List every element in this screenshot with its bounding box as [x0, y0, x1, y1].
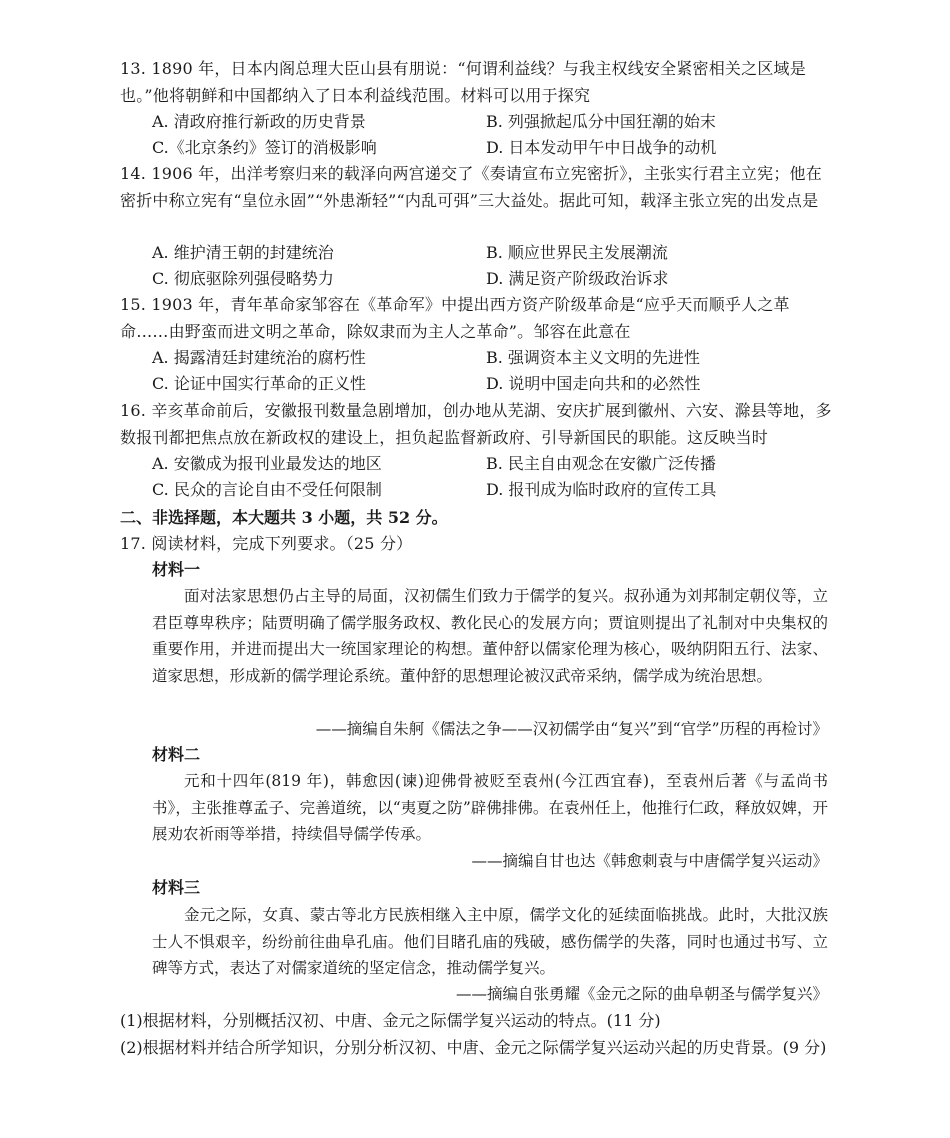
question-17-stem: 17. 阅读材料，完成下列要求。（25 分） [120, 534, 413, 553]
option-16-c: C. 民众的言论自由不受任何限制 [152, 480, 382, 499]
material-2-source: ——摘编自甘也达《韩愈刺袁与中唐儒学复兴运动》 [471, 852, 828, 870]
material-1-title: 材料一 [152, 560, 201, 579]
option-13-b: B. 列强掀起瓜分中国狂潮的始末 [486, 112, 716, 131]
option-14-a: A. 维护清王朝的封建统治 [152, 243, 334, 262]
option-14-c: C. 彻底驱除列强侵略势力 [152, 269, 334, 288]
material-1-source: ——摘编自朱舸《儒法之争——汉初儒学由“复兴”到“官学”历程的再检讨》 [315, 720, 828, 738]
option-16-b: B. 民主自由观念在安徽广泛传播 [486, 454, 716, 473]
option-16-d: D. 报刊成为临时政府的宣传工具 [486, 480, 717, 499]
option-15-d: D. 说明中国走向共和的必然性 [486, 374, 701, 393]
material-2-body: 元和十四年(819 年)，韩愈因(谏)迎佛骨被贬至袁州(今江西宜春)，至袁州后著《与孟尚书书》，主张推尊孟子、完善道统，以“夷夏之防”辟佛排佛。在袁州任上，他推行仁政，释放奴婢，开展劝农祈雨等举措，持续倡导儒学传承。 [152, 772, 828, 843]
material-3-source: ——摘编自张勇耀《金元之际的曲阜朝圣与儒学复兴》 [455, 985, 828, 1003]
section-2-heading: 二、非选择题，本大题共 3 小题，共 52 分。 [120, 508, 448, 527]
option-13-d: D. 日本发动甲午中日战争的动机 [486, 138, 717, 157]
sub-question-2: (2)根据材料并结合所学知识，分别分析汉初、中唐、金元之际儒学复兴运动兴起的历史背景。(9 分) [120, 1038, 827, 1057]
question-15-stem: 15. 1903 年，青年革命家邹容在《革命军》中提出西方资产阶级革命是“应乎天而顺乎人之革命……由野蛮而进文明之革命，除奴隶而为主人之革命”。邹容在此意在 [120, 295, 790, 341]
material-3-title: 材料三 [152, 878, 201, 897]
option-13-a: A. 清政府推行新政的历史背景 [152, 112, 366, 131]
question-16-stem: 16. 辛亥革命前后，安徽报刊数量急剧增加，创办地从芜湖、安庆扩展到徽州、六安、滁县等地，多数报刊都把焦点放在新政权的建设上，担负起监督新政府、引导新国民的职能。这反映当时 [120, 401, 832, 447]
question-14-stem: 14. 1906 年，出洋考察归来的载泽向两宫递交了《奏请宣布立宪密折》，主张实行君主立宪；他在密折中称立宪有“皇位永固”“外患渐轻”“内乱可弭”三大益处。据此可知，载泽主张立宪的出发点是 [120, 164, 822, 210]
option-13-c: C.《北京条约》签订的消极影响 [152, 138, 377, 157]
option-15-a: A. 揭露清廷封建统治的腐朽性 [152, 348, 366, 367]
material-1-body: 面对法家思想仍占主导的局面，汉初儒生们致力于儒学的复兴。叔孙通为刘邦制定朝仪等，立君臣尊卑秩序；陆贾明确了儒学服务政权、教化民心的发展方向；贾谊则提出了礼制对中央集权的重要作用，并进而提出大一统国家理论的构想。董仲舒以儒家伦理为核心，吸纳阴阳五行、法家、道家思想，形成新的儒学理论系统。董仲舒的思想理论被汉武帝采纳，儒学成为统治思想。 [152, 587, 828, 685]
material-3-body: 金元之际，女真、蒙古等北方民族相继入主中原，儒学文化的延续面临挑战。此时，大批汉族士人不惧艰辛，纷纷前往曲阜孔庙。他们目睹孔庙的残破，感伤儒学的失落，同时也通过书写、立碑等方式，表达了对儒家道统的坚定信念，推动儒学复兴。 [152, 906, 828, 977]
option-15-b: B. 强调资本主义文明的先进性 [486, 348, 700, 367]
option-15-c: C. 论证中国实行革命的正义性 [152, 374, 366, 393]
option-16-a: A. 安徽成为报刊业最发达的地区 [152, 454, 382, 473]
question-13-stem: 13. 1890 年，日本内阁总理大臣山县有朋说：“何谓利益线？与我主权线安全紧密相关之区域是也。”他将朝鲜和中国都纳入了日本利益线范围。材料可以用于探究 [120, 59, 806, 105]
option-14-b: B. 顺应世界民主发展潮流 [486, 243, 668, 262]
sub-question-1: (1)根据材料，分别概括汉初、中唐、金元之际儒学复兴运动的特点。(11 分) [120, 1011, 661, 1030]
material-2-title: 材料二 [152, 745, 201, 764]
option-14-d: D. 满足资产阶级政治诉求 [486, 269, 669, 288]
